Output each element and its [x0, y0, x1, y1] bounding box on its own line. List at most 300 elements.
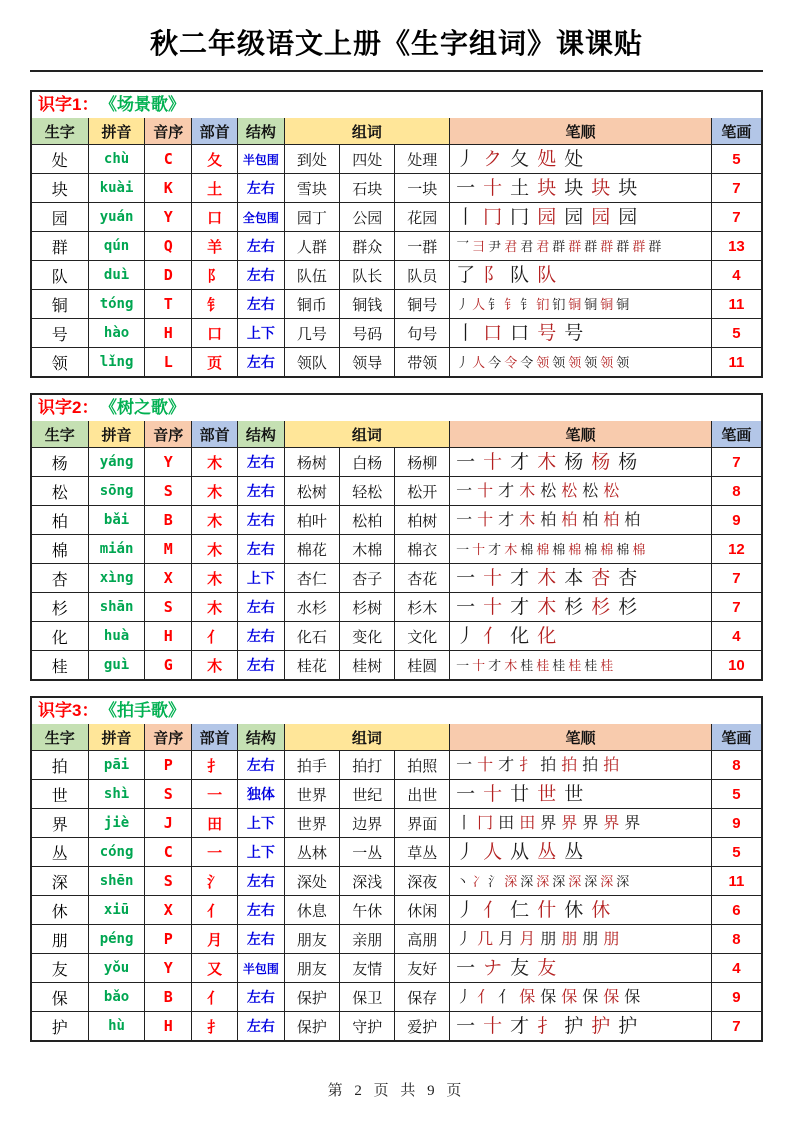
- stroke-step: 群: [632, 240, 646, 255]
- radical-cell: 亻: [192, 622, 238, 651]
- word-cell: 拍打: [340, 751, 395, 780]
- word-cell: 世纪: [340, 780, 395, 809]
- col-header-radical: 部首: [192, 724, 238, 751]
- word-cell: 水杉: [284, 593, 339, 622]
- char-cell: 号: [32, 319, 88, 348]
- table-row: [32, 448, 761, 477]
- stroke-step: 桂: [520, 659, 534, 674]
- stroke-step: 丿: [456, 929, 473, 948]
- stroke-step: 园: [564, 205, 584, 228]
- strokes-cell: [450, 896, 712, 925]
- word-cell: 铜号: [395, 290, 450, 319]
- word-cell: 木棉: [340, 535, 395, 564]
- stroke-step: 人: [483, 840, 503, 863]
- section-label: 识字3：: [38, 701, 99, 720]
- section-book-title: 《场景歌》: [108, 95, 185, 114]
- stroke-step: 一: [456, 481, 473, 500]
- header-row: [32, 724, 761, 751]
- stroke-step: 木: [537, 595, 557, 618]
- stroke-step: 朋: [561, 929, 578, 948]
- word-cell: 爱护: [395, 1012, 450, 1041]
- col-header-strokes: 笔顺: [450, 421, 712, 448]
- stroke-step: 口: [483, 321, 503, 344]
- structure-cell: 上下: [238, 809, 285, 838]
- table-row: [32, 232, 761, 261]
- stroke-step: 一: [456, 956, 476, 979]
- stroke-step: 一: [456, 543, 470, 558]
- stroke-step: 亻: [477, 987, 494, 1006]
- stroke-step: 钅: [504, 298, 518, 313]
- initial-cell: S: [145, 780, 192, 809]
- radical-cell: 页: [192, 348, 238, 377]
- stroke-step: 丿: [456, 624, 476, 647]
- pinyin-cell: chù: [88, 145, 145, 174]
- word-cell: 领队: [284, 348, 339, 377]
- word-cell: 到处: [284, 145, 339, 174]
- stroke-step: 亻: [483, 898, 503, 921]
- structure-cell: 左右: [238, 622, 285, 651]
- word-cell: 白杨: [340, 448, 395, 477]
- char-cell: 深: [32, 867, 88, 896]
- word-cell: 杏花: [395, 564, 450, 593]
- initial-cell: C: [145, 838, 192, 867]
- structure-cell: 左右: [238, 896, 285, 925]
- structure-cell: 左右: [238, 867, 285, 896]
- stroke-step: 号: [537, 321, 557, 344]
- word-cell: 一群: [395, 232, 450, 261]
- word-cell: 边界: [340, 809, 395, 838]
- stroke-step: 几: [477, 929, 494, 948]
- stroke-step: 铜: [568, 298, 582, 313]
- stroke-step: 杉: [591, 595, 611, 618]
- header-row: [32, 421, 761, 448]
- col-header-structure: 结构: [238, 724, 285, 751]
- stroke-step: 保: [603, 987, 620, 1006]
- pinyin-cell: cóng: [88, 838, 145, 867]
- stroke-step: 群: [648, 240, 662, 255]
- stroke-step: 化: [537, 624, 557, 647]
- stroke-count-cell: 4: [711, 261, 761, 290]
- stroke-count-cell: 11: [711, 867, 761, 896]
- stroke-step: 木: [504, 543, 518, 558]
- char-cell: 休: [32, 896, 88, 925]
- initial-cell: L: [145, 348, 192, 377]
- stroke-step: 棉: [584, 543, 598, 558]
- page-title: 秋二年级语文上册《生字组词》课课贴: [149, 28, 643, 59]
- stroke-step: 拍: [540, 755, 557, 774]
- stroke-step: 杨: [564, 450, 584, 473]
- stroke-step: 冂: [477, 813, 494, 832]
- table-row: [32, 809, 761, 838]
- col-header-structure: 结构: [238, 118, 285, 145]
- radical-cell: 亻: [192, 983, 238, 1012]
- title-divider: [30, 70, 763, 72]
- stroke-step: 木: [537, 566, 557, 589]
- col-header-initial: 音序: [145, 724, 192, 751]
- col-header-strokes: 笔顺: [450, 118, 712, 145]
- strokes-cell: [450, 593, 712, 622]
- stroke-step: 块: [564, 176, 584, 199]
- word-cell: 保存: [395, 983, 450, 1012]
- word-cell: 队员: [395, 261, 450, 290]
- word-cell: 亲朋: [340, 925, 395, 954]
- stroke-step: 朋: [540, 929, 557, 948]
- stroke-step: 松: [561, 481, 578, 500]
- stroke-step: 十: [477, 510, 494, 529]
- strokes-cell: [450, 290, 712, 319]
- pinyin-cell: jiè: [88, 809, 145, 838]
- radical-cell: 扌: [192, 1012, 238, 1041]
- stroke-step: 护: [591, 1014, 611, 1037]
- stroke-step: 界: [561, 813, 578, 832]
- section-book-title: 《拍手歌》: [108, 701, 185, 720]
- word-cell: 桂圆: [395, 651, 450, 680]
- stroke-step: 才: [510, 566, 530, 589]
- stroke-step: 棉: [520, 543, 534, 558]
- stroke-step: 什: [537, 898, 557, 921]
- stroke-step: 柏: [624, 510, 641, 529]
- header-row: [32, 118, 761, 145]
- structure-cell: 左右: [238, 1012, 285, 1041]
- structure-cell: 左右: [238, 232, 285, 261]
- initial-cell: J: [145, 809, 192, 838]
- stroke-count-cell: 7: [711, 1012, 761, 1041]
- stroke-step: 深: [616, 875, 630, 890]
- table-row: [32, 896, 761, 925]
- col-header-strokes: 笔顺: [450, 724, 712, 751]
- stroke-step: 棉: [616, 543, 630, 558]
- char-cell: 园: [32, 203, 88, 232]
- initial-cell: P: [145, 751, 192, 780]
- char-cell: 化: [32, 622, 88, 651]
- radical-cell: 又: [192, 954, 238, 983]
- char-cell: 领: [32, 348, 88, 377]
- word-cell: 保护: [284, 983, 339, 1012]
- stroke-step: 人: [472, 356, 486, 371]
- stroke-step: 桂: [584, 659, 598, 674]
- word-cell: 铜币: [284, 290, 339, 319]
- pinyin-cell: shì: [88, 780, 145, 809]
- strokes-cell: [450, 651, 712, 680]
- col-header-words: 组词: [284, 724, 449, 751]
- stroke-step: ナ: [483, 956, 503, 979]
- structure-cell: 上下: [238, 319, 285, 348]
- word-cell: 文化: [395, 622, 450, 651]
- col-header-pinyin: 拼音: [88, 421, 145, 448]
- word-cell: 拍照: [395, 751, 450, 780]
- stroke-step: 棉: [552, 543, 566, 558]
- stroke-step: 扌: [537, 1014, 557, 1037]
- strokes-cell: [450, 174, 712, 203]
- col-header-initial: 音序: [145, 421, 192, 448]
- stroke-step: 杉: [618, 595, 638, 618]
- stroke-count-cell: 12: [711, 535, 761, 564]
- stroke-step: 一: [456, 176, 476, 199]
- word-cell: 化石: [284, 622, 339, 651]
- strokes-cell: [450, 1012, 712, 1041]
- word-cell: 高朋: [395, 925, 450, 954]
- radical-cell: 木: [192, 506, 238, 535]
- stroke-step: 口: [510, 321, 530, 344]
- char-cell: 铜: [32, 290, 88, 319]
- strokes-cell: [450, 925, 712, 954]
- stroke-step: 松: [603, 481, 620, 500]
- radical-cell: 木: [192, 651, 238, 680]
- word-cell: 处理: [395, 145, 450, 174]
- initial-cell: H: [145, 1012, 192, 1041]
- stroke-step: 领: [568, 356, 582, 371]
- char-cell: 群: [32, 232, 88, 261]
- stroke-step: 丶: [456, 875, 470, 890]
- radical-cell: 钅: [192, 290, 238, 319]
- stroke-step: 君: [520, 240, 534, 255]
- structure-cell: 左右: [238, 477, 285, 506]
- table-row: [32, 651, 761, 680]
- stroke-step: 才: [498, 755, 515, 774]
- stroke-count-cell: 7: [711, 564, 761, 593]
- strokes-cell: [450, 203, 712, 232]
- word-cell: 柏树: [395, 506, 450, 535]
- word-cell: 园丁: [284, 203, 339, 232]
- table-row: [32, 564, 761, 593]
- col-header-char: 生字: [32, 118, 88, 145]
- radical-cell: 木: [192, 593, 238, 622]
- word-cell: 松柏: [340, 506, 395, 535]
- radical-cell: 一: [192, 838, 238, 867]
- stroke-step: 柏: [561, 510, 578, 529]
- structure-cell: 左右: [238, 593, 285, 622]
- stroke-step: 丿: [456, 298, 470, 313]
- stroke-step: 丛: [564, 840, 584, 863]
- stroke-step: 群: [600, 240, 614, 255]
- pinyin-cell: pāi: [88, 751, 145, 780]
- word-cell: 休闲: [395, 896, 450, 925]
- word-cell: 深处: [284, 867, 339, 896]
- stroke-step: 才: [510, 450, 530, 473]
- stroke-step: 田: [498, 813, 515, 832]
- table-row: [32, 290, 761, 319]
- word-cell: 四处: [340, 145, 395, 174]
- stroke-step: 了: [456, 263, 476, 286]
- word-cell: 守护: [340, 1012, 395, 1041]
- initial-cell: T: [145, 290, 192, 319]
- word-cell: 世界: [284, 809, 339, 838]
- col-header-structure: 结构: [238, 421, 285, 448]
- stroke-step: 十: [483, 176, 503, 199]
- word-cell: 界面: [395, 809, 450, 838]
- stroke-step: 尹: [488, 240, 502, 255]
- stroke-step: 丨: [456, 205, 476, 228]
- word-cell: 花园: [395, 203, 450, 232]
- table-row: [32, 477, 761, 506]
- stroke-step: 扌: [519, 755, 536, 774]
- stroke-step: 令: [504, 356, 518, 371]
- stroke-step: 土: [510, 176, 530, 199]
- word-cell: 柏叶: [284, 506, 339, 535]
- stroke-step: 松: [540, 481, 557, 500]
- table-row: [32, 954, 761, 983]
- pinyin-cell: yǒu: [88, 954, 145, 983]
- char-cell: 保: [32, 983, 88, 1012]
- char-cell: 世: [32, 780, 88, 809]
- stroke-step: 化: [510, 624, 530, 647]
- pinyin-cell: guì: [88, 651, 145, 680]
- structure-cell: 全包围: [238, 203, 285, 232]
- radical-cell: 木: [192, 564, 238, 593]
- pinyin-cell: sōng: [88, 477, 145, 506]
- stroke-step: 冂: [510, 205, 530, 228]
- word-cell: 保护: [284, 1012, 339, 1041]
- initial-cell: M: [145, 535, 192, 564]
- stroke-step: 十: [477, 481, 494, 500]
- structure-cell: 左右: [238, 983, 285, 1012]
- stroke-step: 护: [564, 1014, 584, 1037]
- word-cell: 几号: [284, 319, 339, 348]
- radical-cell: 氵: [192, 867, 238, 896]
- stroke-step: 君: [504, 240, 518, 255]
- stroke-step: 拍: [603, 755, 620, 774]
- stroke-step: 丨: [456, 321, 476, 344]
- strokes-cell: [450, 477, 712, 506]
- table-row: [32, 925, 761, 954]
- structure-cell: 左右: [238, 506, 285, 535]
- word-cell: 桂花: [284, 651, 339, 680]
- stroke-step: 桂: [536, 659, 550, 674]
- col-header-pinyin: 拼音: [88, 724, 145, 751]
- stroke-count-cell: 13: [711, 232, 761, 261]
- stroke-step: 杉: [564, 595, 584, 618]
- radical-cell: 土: [192, 174, 238, 203]
- stroke-step: 块: [591, 176, 611, 199]
- col-header-radical: 部首: [192, 118, 238, 145]
- pinyin-cell: tóng: [88, 290, 145, 319]
- stroke-step: 棉: [568, 543, 582, 558]
- stroke-step: 亻: [483, 624, 503, 647]
- strokes-cell: [450, 954, 712, 983]
- stroke-step: 杨: [618, 450, 638, 473]
- char-cell: 处: [32, 145, 88, 174]
- stroke-step: 杏: [618, 566, 638, 589]
- stroke-step: 钔: [536, 298, 550, 313]
- stroke-step: 木: [519, 510, 536, 529]
- word-cell: 拍手: [284, 751, 339, 780]
- radical-cell: 夂: [192, 145, 238, 174]
- stroke-step: 一: [456, 782, 476, 805]
- word-cell: 铜钱: [340, 290, 395, 319]
- char-cell: 友: [32, 954, 88, 983]
- char-cell: 桂: [32, 651, 88, 680]
- table-row: [32, 174, 761, 203]
- stroke-step: 队: [510, 263, 530, 286]
- stroke-count-cell: 7: [711, 448, 761, 477]
- char-cell: 杉: [32, 593, 88, 622]
- table-row: [32, 506, 761, 535]
- initial-cell: K: [145, 174, 192, 203]
- radical-cell: 一: [192, 780, 238, 809]
- pinyin-cell: qún: [88, 232, 145, 261]
- stroke-step: 钅: [520, 298, 534, 313]
- strokes-cell: [450, 319, 712, 348]
- stroke-count-cell: 7: [711, 174, 761, 203]
- stroke-step: 世: [564, 782, 584, 805]
- stroke-count-cell: 7: [711, 203, 761, 232]
- structure-cell: 左右: [238, 348, 285, 377]
- word-cell: 友情: [340, 954, 395, 983]
- stroke-step: 深: [584, 875, 598, 890]
- strokes-cell: [450, 622, 712, 651]
- word-cell: 午休: [340, 896, 395, 925]
- stroke-count-cell: 5: [711, 838, 761, 867]
- stroke-step: 一: [456, 755, 473, 774]
- radical-cell: 亻: [192, 896, 238, 925]
- pinyin-cell: xiū: [88, 896, 145, 925]
- stroke-step: 深: [520, 875, 534, 890]
- stroke-count-cell: 11: [711, 348, 761, 377]
- stroke-step: 丿: [456, 147, 476, 170]
- initial-cell: S: [145, 593, 192, 622]
- stroke-step: 丨: [456, 813, 473, 832]
- stroke-step: 杨: [591, 450, 611, 473]
- stroke-step: 杏: [591, 566, 611, 589]
- stroke-count-cell: 5: [711, 780, 761, 809]
- char-cell: 杨: [32, 448, 88, 477]
- stroke-step: 丿: [456, 840, 476, 863]
- word-cell: 世界: [284, 780, 339, 809]
- lesson-tables: [30, 90, 763, 1042]
- char-cell: 棉: [32, 535, 88, 564]
- word-cell: 杏子: [340, 564, 395, 593]
- stroke-count-cell: 7: [711, 593, 761, 622]
- char-cell: 界: [32, 809, 88, 838]
- stroke-step: 今: [488, 356, 502, 371]
- pinyin-cell: xìng: [88, 564, 145, 593]
- stroke-step: 棉: [600, 543, 614, 558]
- pinyin-cell: yáng: [88, 448, 145, 477]
- stroke-step: 廿: [510, 782, 530, 805]
- word-cell: 深浅: [340, 867, 395, 896]
- stroke-step: 才: [498, 481, 515, 500]
- initial-cell: D: [145, 261, 192, 290]
- pinyin-cell: mián: [88, 535, 145, 564]
- stroke-step: 保: [624, 987, 641, 1006]
- table-row: [32, 622, 761, 651]
- stroke-step: 队: [537, 263, 557, 286]
- table-row: [32, 145, 761, 174]
- radical-cell: 阝: [192, 261, 238, 290]
- section-title-row: [32, 395, 761, 421]
- word-cell: 朋友: [284, 925, 339, 954]
- stroke-step: 才: [510, 595, 530, 618]
- stroke-step: 领: [584, 356, 598, 371]
- initial-cell: G: [145, 651, 192, 680]
- pinyin-cell: shān: [88, 593, 145, 622]
- word-cell: 变化: [340, 622, 395, 651]
- structure-cell: 左右: [238, 925, 285, 954]
- stroke-step: 才: [510, 1014, 530, 1037]
- stroke-step: 十: [472, 543, 486, 558]
- stroke-step: 领: [600, 356, 614, 371]
- pinyin-cell: shēn: [88, 867, 145, 896]
- char-cell: 拍: [32, 751, 88, 780]
- initial-cell: Q: [145, 232, 192, 261]
- col-header-char: 生字: [32, 724, 88, 751]
- word-cell: 草丛: [395, 838, 450, 867]
- strokes-cell: [450, 983, 712, 1012]
- word-cell: 松开: [395, 477, 450, 506]
- stroke-count-cell: 8: [711, 925, 761, 954]
- col-header-words: 组词: [284, 118, 449, 145]
- stroke-step: 保: [561, 987, 578, 1006]
